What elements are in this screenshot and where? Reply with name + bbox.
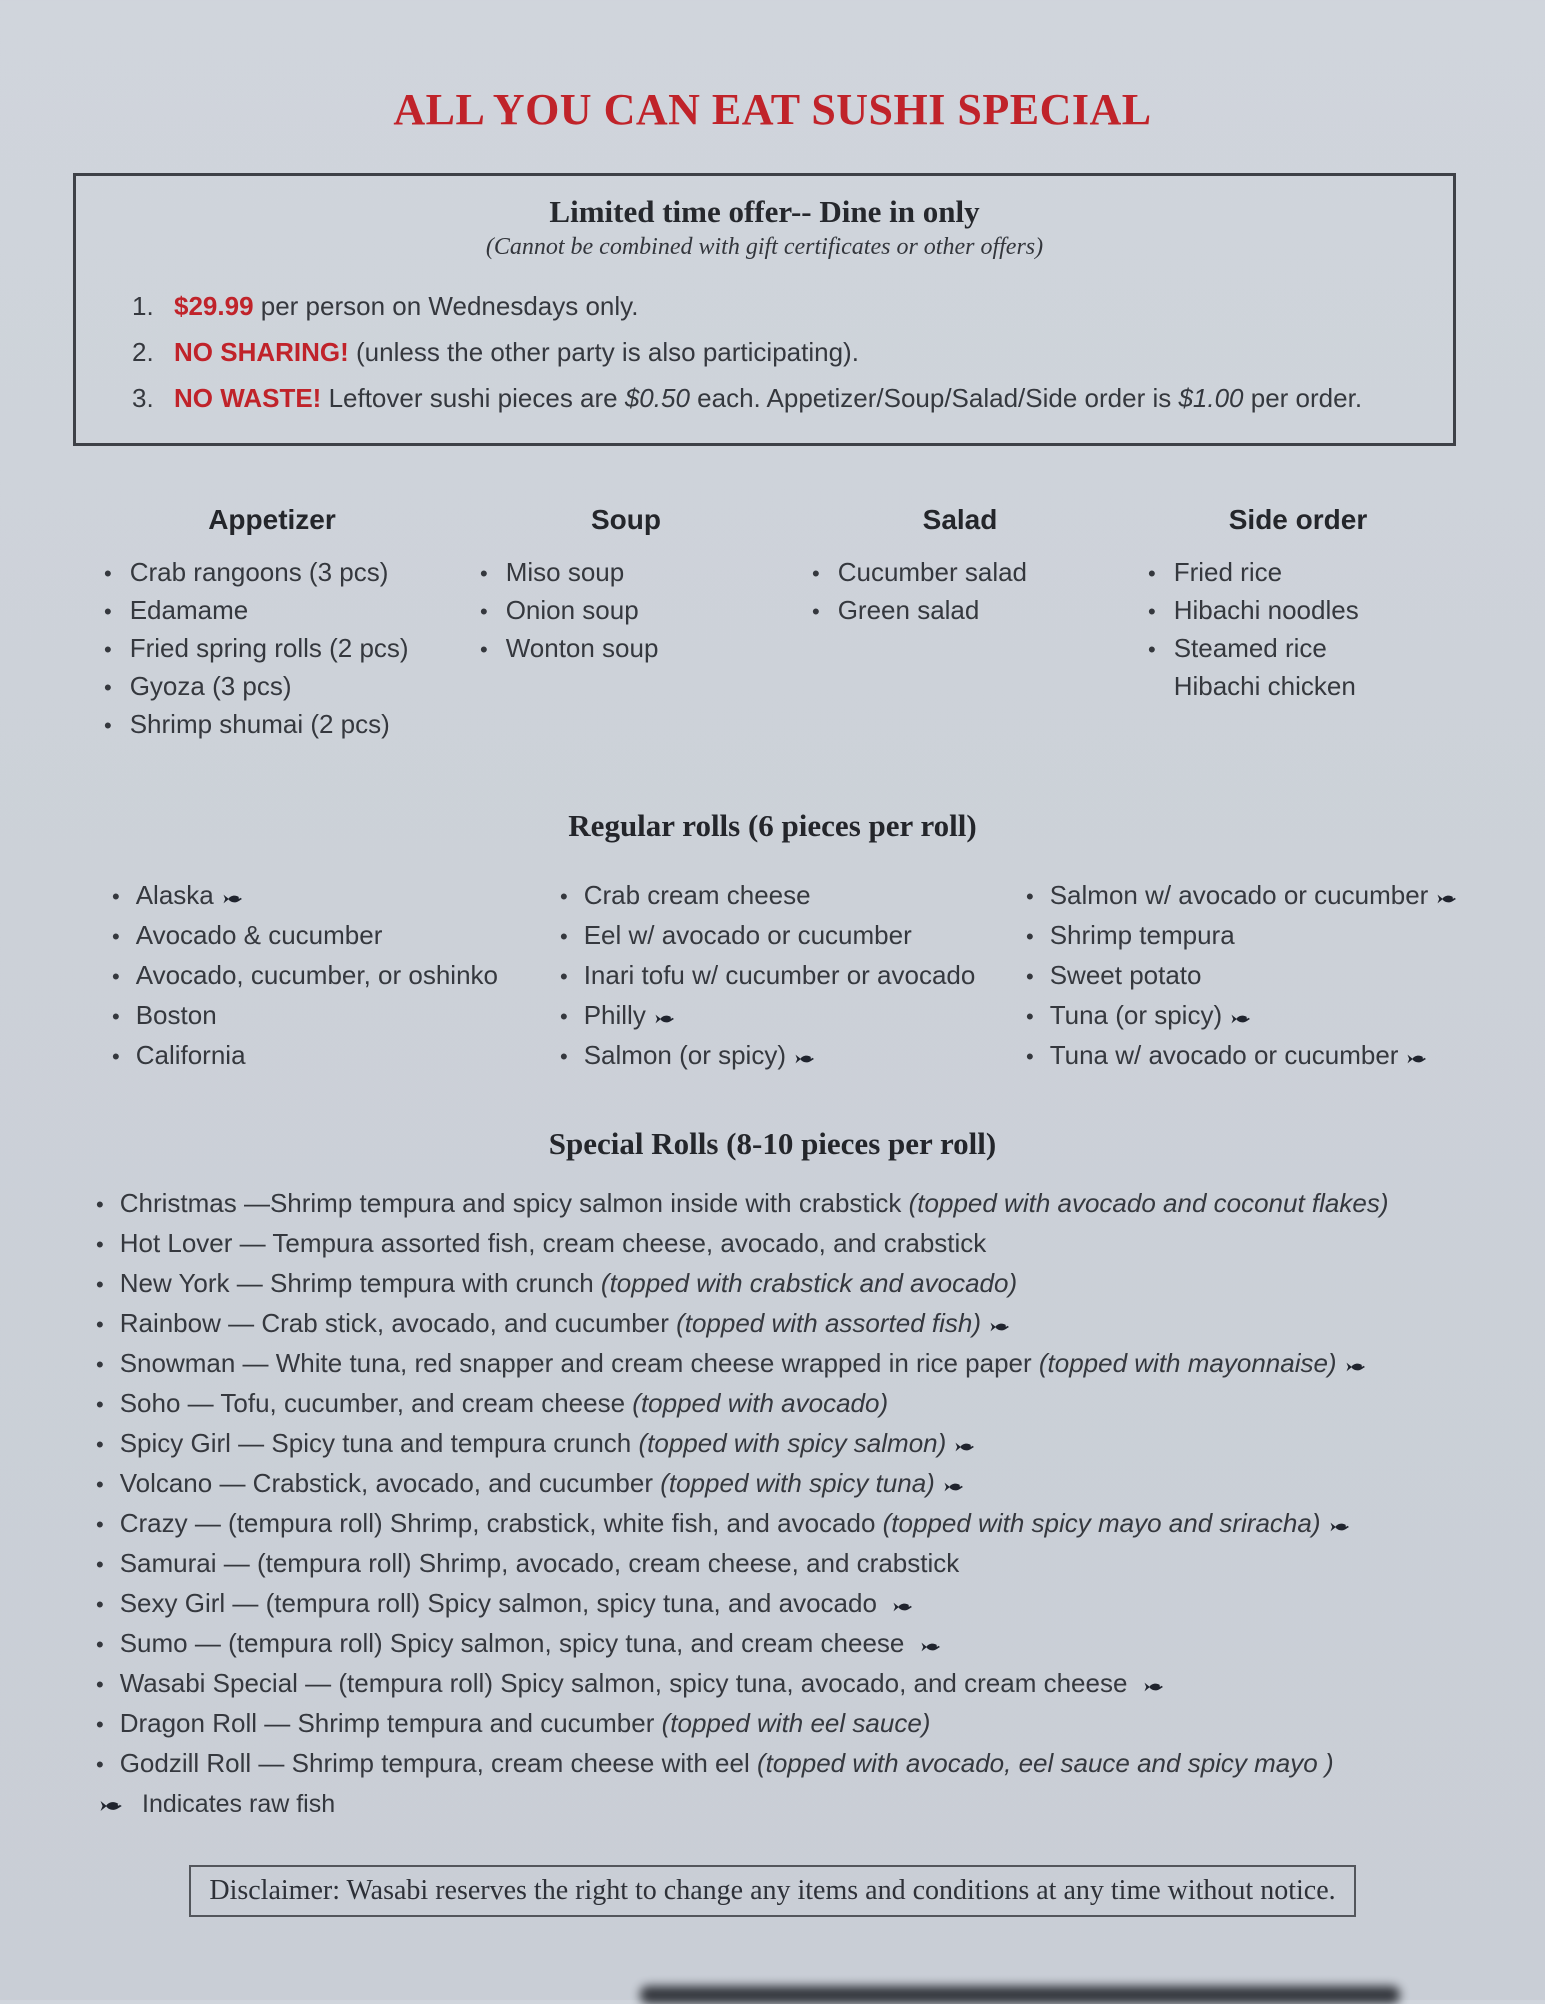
item-label: Wonton soup <box>505 633 659 663</box>
offer-rule-1 <box>128 289 1421 323</box>
item-label <box>136 996 217 1034</box>
side-order-column <box>1148 504 1488 744</box>
rule-highlight: NO WASTE! <box>174 383 322 413</box>
menu-item <box>104 668 480 706</box>
special-rolls-heading: Special Rolls (8-10 pieces per roll) <box>548 1126 997 1161</box>
roll-name: Philly <box>583 1000 646 1030</box>
topping-note: (topped with spicy mayo and sriracha) <box>882 1508 1321 1538</box>
item-label <box>1050 1036 1429 1074</box>
bullet <box>96 1426 104 1464</box>
raw-fish-icon <box>1330 1505 1351 1543</box>
item-label <box>584 916 912 954</box>
item-description <box>120 1424 977 1462</box>
item-label <box>584 996 676 1034</box>
bullet <box>560 998 568 1036</box>
bullet <box>1148 593 1156 630</box>
roll-name: Sweet potato <box>1049 960 1202 990</box>
bullet <box>480 631 488 668</box>
bullet <box>104 669 112 706</box>
roll-name: Avocado, cucumber, or oshinko <box>135 960 498 990</box>
item-description <box>120 1184 1389 1222</box>
special-roll-item <box>96 1664 1486 1704</box>
rule-price: $0.50 <box>624 383 690 413</box>
roll-description: Samurai — (tempura roll) Shrimp, avocado, cream cheese, and crabstick <box>119 1548 960 1578</box>
roll-name: Shrimp tempura <box>1049 920 1235 950</box>
special-roll-item <box>96 1704 1486 1744</box>
bullet <box>480 593 488 630</box>
raw-fish-icon <box>1144 1665 1165 1703</box>
roll-item <box>560 916 1026 956</box>
special-roll-item <box>96 1384 1486 1424</box>
roll-description: Crazy — (tempura roll) Shrimp, crabstick, white fish, and avocado <box>119 1508 883 1538</box>
bullet <box>1026 958 1034 996</box>
item-label <box>136 956 498 994</box>
item-description <box>120 1304 1011 1342</box>
item-label: Hibachi noodles <box>1173 595 1359 625</box>
item-description <box>120 1384 888 1422</box>
raw-fish-icon <box>990 1305 1011 1343</box>
offer-rule-3 <box>128 381 1421 415</box>
item-description <box>120 1664 1165 1702</box>
bullet <box>96 1386 104 1424</box>
item-label: Crab rangoons (3 pcs) <box>129 557 389 587</box>
rule-price: $1.00 <box>1178 383 1244 413</box>
bullet <box>1026 918 1034 956</box>
roll-item <box>1026 916 1466 956</box>
regular-rolls-column-3 <box>1026 876 1466 1076</box>
raw-fish-icon <box>223 877 244 915</box>
item-label <box>136 916 383 954</box>
rule-number: 3. <box>132 383 154 413</box>
salad-list <box>812 554 1148 630</box>
special-roll-item <box>96 1544 1486 1584</box>
roll-description: Snowman — White tuna, red snapper and cream cheese wrapped in rice paper <box>119 1348 1039 1378</box>
bullet <box>1026 998 1034 1036</box>
roll-item <box>1026 876 1466 916</box>
item-description <box>120 1504 1351 1542</box>
item-description <box>120 1264 1017 1302</box>
item-label: Miso soup <box>505 557 625 587</box>
bullet <box>1026 1038 1034 1076</box>
roll-item <box>560 996 1026 1036</box>
item-label <box>584 876 811 914</box>
bullet <box>96 1346 104 1384</box>
roll-item <box>560 876 1026 916</box>
roll-name: California <box>135 1040 246 1070</box>
roll-description: Dragon Roll — Shrimp tempura and cucumber <box>119 1708 662 1738</box>
bullet <box>96 1266 104 1304</box>
item-label: Shrimp shumai (2 pcs) <box>129 709 390 739</box>
topping-note: (topped with mayonnaise) <box>1038 1348 1337 1378</box>
roll-description: Rainbow — Crab stick, avocado, and cucumber <box>119 1308 677 1338</box>
item-description <box>120 1584 914 1622</box>
rule-text <box>174 381 1362 415</box>
soup-header: Soup <box>591 504 661 535</box>
salad-column <box>812 504 1148 744</box>
page-title: ALL YOU CAN EAT SUSHI SPECIAL <box>393 85 1152 134</box>
bullet <box>1026 878 1034 916</box>
bullet <box>96 1306 104 1344</box>
item-label <box>136 1036 246 1074</box>
item-description <box>120 1224 987 1262</box>
item-label <box>136 876 244 914</box>
menu-item <box>480 554 812 592</box>
menu-item <box>1148 592 1488 630</box>
raw-fish-icon <box>955 1425 976 1463</box>
scan-artifact <box>640 1986 1400 2004</box>
item-label <box>1050 876 1459 914</box>
rule-segment: each. Appetizer/Soup/Salad/Side order is <box>689 383 1179 413</box>
raw-fish-icon <box>655 997 676 1035</box>
topping-note: (topped with avocado and coconut flakes) <box>908 1188 1389 1218</box>
special-roll-item <box>96 1504 1486 1544</box>
menu-item <box>480 630 812 668</box>
menu-item <box>104 630 480 668</box>
item-label: Edamame <box>129 595 249 625</box>
appetizer-list <box>104 554 480 744</box>
special-roll-item <box>96 1304 1486 1344</box>
item-label <box>584 956 976 994</box>
raw-fish-icon <box>1231 997 1252 1035</box>
roll-description: New York — Shrimp tempura with crunch <box>119 1268 601 1298</box>
rule-number: 1. <box>132 291 154 321</box>
raw-fish-icon <box>1437 877 1458 915</box>
raw-fish-icon <box>944 1465 965 1503</box>
roll-description: Volcano — Crabstick, avocado, and cucumber <box>119 1468 661 1498</box>
side-order-header: Side order <box>1228 504 1368 535</box>
special-roll-item <box>96 1344 1486 1384</box>
offer-note: (Cannot be combined with gift certificates or other offers) <box>485 234 1044 260</box>
special-roll-item <box>96 1464 1486 1504</box>
topping-note: (topped with spicy salmon) <box>638 1428 947 1458</box>
roll-description: Sexy Girl — (tempura roll) Spicy salmon, spicy tuna, and avocado <box>119 1588 885 1618</box>
bullet <box>96 1186 104 1224</box>
bullet <box>104 593 112 630</box>
menu-item <box>104 554 480 592</box>
topping-note: (topped with avocado) <box>632 1388 889 1418</box>
item-label: Green salad <box>837 595 980 625</box>
special-roll-item <box>96 1184 1486 1224</box>
offer-box <box>73 173 1456 446</box>
rule-rest: per person on Wednesdays only. <box>253 291 639 321</box>
special-roll-item <box>96 1224 1486 1264</box>
bullet <box>104 707 112 744</box>
salad-header: Salad <box>922 504 998 535</box>
offer-rules <box>108 289 1421 415</box>
menu-item <box>812 592 1148 630</box>
raw-fish-icon <box>893 1585 914 1623</box>
soup-column <box>480 504 812 744</box>
menu-item <box>1148 668 1488 706</box>
item-description <box>120 1344 1367 1382</box>
item-description <box>120 1464 965 1502</box>
topping-note: (topped with crabstick and avocado) <box>600 1268 1018 1298</box>
menu-item <box>1148 554 1488 592</box>
roll-item <box>112 1036 560 1076</box>
roll-name: Salmon (or spicy) <box>583 1040 786 1070</box>
menu-item <box>812 554 1148 592</box>
menu-item <box>104 592 480 630</box>
bullet <box>104 555 112 592</box>
roll-name: Salmon w/ avocado or cucumber <box>1049 880 1429 910</box>
roll-item <box>1026 996 1466 1036</box>
starters-section <box>104 504 1545 744</box>
rule-text <box>174 289 638 323</box>
regular-rolls-column-2 <box>560 876 1026 1076</box>
item-label: Fried spring rolls (2 pcs) <box>129 633 409 663</box>
roll-name: Crab cream cheese <box>583 880 811 910</box>
bullet <box>560 918 568 956</box>
rule-rest: (unless the other party is also participating). <box>348 337 859 367</box>
roll-name: Avocado & cucumber <box>135 920 383 950</box>
item-label: Steamed rice <box>1173 633 1327 663</box>
bullet <box>96 1586 104 1624</box>
menu-item <box>480 592 812 630</box>
special-roll-item <box>96 1624 1486 1664</box>
bullet <box>96 1626 104 1664</box>
item-label <box>1050 916 1235 954</box>
roll-item <box>112 916 560 956</box>
item-description <box>120 1624 942 1662</box>
roll-name: Inari tofu w/ cucumber or avocado <box>583 960 976 990</box>
roll-item <box>112 996 560 1036</box>
menu-item <box>104 706 480 744</box>
roll-name: Tuna (or spicy) <box>1049 1000 1223 1030</box>
special-roll-item <box>96 1424 1486 1464</box>
topping-note: (topped with avocado, eel sauce and spicy mayo ) <box>756 1748 1334 1778</box>
rule-number: 2. <box>132 337 154 367</box>
bullet <box>112 878 120 916</box>
roll-description: Wasabi Special — (tempura roll) Spicy salmon, spicy tuna, avocado, and cream cheese <box>119 1668 1135 1698</box>
bullet <box>96 1706 104 1744</box>
raw-fish-icon <box>921 1625 942 1663</box>
rule-highlight: $29.99 <box>174 291 254 321</box>
disclaimer-section <box>0 1865 1545 1917</box>
roll-name: Boston <box>135 1000 217 1030</box>
rule-highlight: NO SHARING! <box>174 337 349 367</box>
bullet <box>96 1746 104 1784</box>
roll-description: Hot Lover — Tempura assorted fish, cream cheese, avocado, and crabstick <box>119 1228 987 1258</box>
roll-description: Godzill Roll — Shrimp tempura, cream cheese with eel <box>119 1748 757 1778</box>
roll-item <box>560 956 1026 996</box>
item-label: Gyoza (3 pcs) <box>129 671 292 701</box>
soup-list <box>480 554 812 668</box>
topping-note: (topped with eel sauce) <box>661 1708 931 1738</box>
bullet <box>104 631 112 668</box>
topping-note: (topped with spicy tuna) <box>660 1468 935 1498</box>
bullet <box>96 1546 104 1584</box>
bullet <box>112 958 120 996</box>
offer-heading: Limited time offer-- Dine in only <box>549 194 980 229</box>
regular-rolls-heading: Regular rolls (6 pieces per roll) <box>568 808 977 843</box>
bullet <box>96 1466 104 1504</box>
bullet <box>96 1226 104 1264</box>
item-label <box>1050 956 1202 994</box>
bullet <box>112 918 120 956</box>
raw-fish-icon <box>795 1037 816 1075</box>
rule-segment: per order. <box>1243 383 1363 413</box>
roll-item <box>112 956 560 996</box>
regular-rolls-column-1 <box>112 876 560 1076</box>
special-roll-item <box>96 1584 1486 1624</box>
bullet <box>812 555 820 592</box>
regular-rolls-columns <box>112 876 1545 1076</box>
bullet <box>96 1666 104 1704</box>
bullet <box>1148 555 1156 592</box>
special-roll-item <box>96 1744 1486 1784</box>
roll-description: Spicy Girl — Spicy tuna and tempura crunch <box>119 1428 639 1458</box>
roll-description: Sumo — (tempura roll) Spicy salmon, spicy tuna, and cream cheese <box>119 1628 912 1658</box>
raw-fish-icon <box>1407 1037 1428 1075</box>
roll-item <box>1026 1036 1466 1076</box>
special-roll-item <box>96 1264 1486 1304</box>
item-label: Onion soup <box>505 595 639 625</box>
roll-description: Christmas —Shrimp tempura and spicy salmon inside with crabstick <box>119 1188 909 1218</box>
bullet <box>560 878 568 916</box>
roll-item <box>560 1036 1026 1076</box>
bullet <box>112 998 120 1036</box>
raw-fish-icon <box>1346 1345 1367 1383</box>
roll-item <box>112 876 560 916</box>
topping-note: (topped with assorted fish) <box>676 1308 982 1338</box>
item-description <box>120 1704 931 1742</box>
legend-fish-icon <box>100 1791 124 1820</box>
roll-name: Eel w/ avocado or cucumber <box>583 920 912 950</box>
item-label: Cucumber salad <box>837 557 1028 587</box>
bullet <box>112 1038 120 1076</box>
appetizer-column <box>104 504 480 744</box>
legend-text: Indicates raw fish <box>142 1790 336 1818</box>
offer-rule-2 <box>128 335 1421 369</box>
bullet <box>480 555 488 592</box>
bullet <box>1148 631 1156 668</box>
item-label: Fried rice <box>1173 557 1283 587</box>
item-label <box>1050 996 1252 1034</box>
appetizer-header: Appetizer <box>208 504 336 535</box>
roll-name: Alaska <box>135 880 214 910</box>
item-description <box>120 1544 960 1582</box>
item-label: Hibachi chicken <box>1173 671 1356 701</box>
item-label <box>584 1036 816 1074</box>
special-rolls-list <box>96 1184 1486 1784</box>
bullet <box>560 958 568 996</box>
disclaimer-box: Disclaimer: Wasabi reserves the right to change any items and conditions at any time without notice. <box>189 1865 1355 1917</box>
bullet <box>812 593 820 630</box>
menu-item <box>1148 630 1488 668</box>
rule-segment: Leftover sushi pieces are <box>321 383 625 413</box>
roll-item <box>1026 956 1466 996</box>
item-description <box>120 1744 1334 1782</box>
raw-fish-legend <box>100 1790 1545 1819</box>
roll-name: Tuna w/ avocado or cucumber <box>1049 1040 1399 1070</box>
roll-description: Soho — Tofu, cucumber, and cream cheese <box>119 1388 633 1418</box>
side-order-list <box>1148 554 1488 706</box>
rule-text <box>174 335 859 369</box>
bullet <box>96 1506 104 1544</box>
bullet <box>560 1038 568 1076</box>
